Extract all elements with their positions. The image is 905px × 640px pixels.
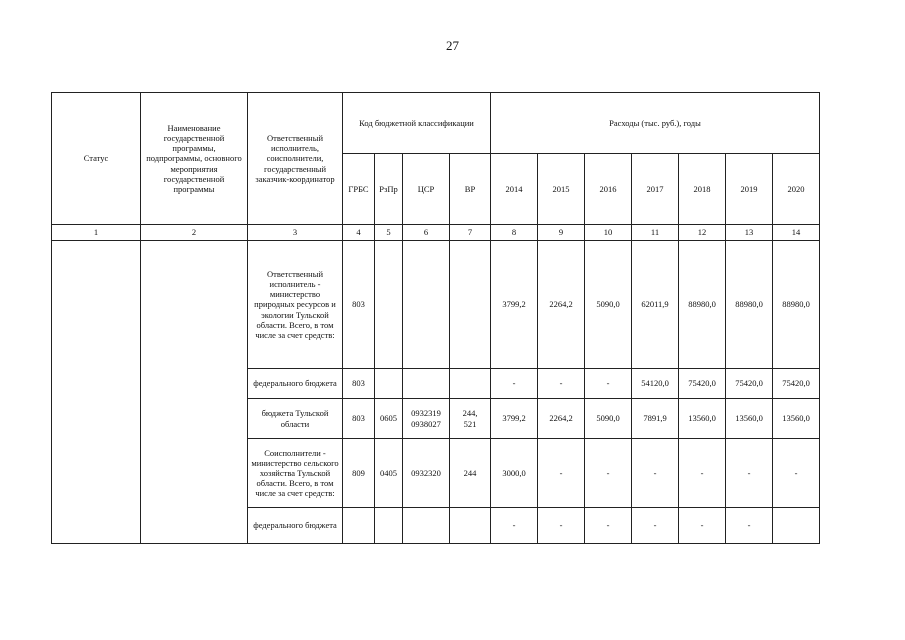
value-cell: - — [726, 439, 773, 508]
column-number: 5 — [375, 225, 403, 241]
csr-cell: 0932319 0938027 — [403, 399, 450, 439]
column-number: 13 — [726, 225, 773, 241]
column-number: 2 — [141, 225, 248, 241]
header-vr: ВР — [450, 154, 491, 225]
column-number: 10 — [585, 225, 632, 241]
csr-cell: 0932320 — [403, 439, 450, 508]
value-cell: 75420,0 — [773, 369, 820, 399]
value-cell: 62011,9 — [632, 241, 679, 369]
status-cell — [52, 241, 141, 544]
responsible-cell: Ответственный исполнитель - министерство природных ресурсов и экологии Тульской области. Всего, в том числе за счет средств: — [248, 241, 343, 369]
value-cell — [773, 508, 820, 544]
value-cell: - — [538, 439, 585, 508]
vr-cell — [450, 369, 491, 399]
table-row — [52, 241, 820, 369]
value-cell: - — [679, 508, 726, 544]
csr-cell — [403, 508, 450, 544]
value-cell: 2264,2 — [538, 399, 585, 439]
value-cell: - — [538, 369, 585, 399]
header-code-group: Код бюджетной классификации — [343, 93, 491, 154]
rzpr-cell — [375, 369, 403, 399]
value-cell: - — [585, 369, 632, 399]
column-number: 1 — [52, 225, 141, 241]
header-program-name: Наименование государственной программы, подпрограммы, основного мероприятия государственной программы — [141, 93, 248, 225]
value-cell: - — [679, 439, 726, 508]
vr-cell — [450, 508, 491, 544]
header-year: 2020 — [773, 154, 820, 225]
header-csr: ЦСР — [403, 154, 450, 225]
column-number: 14 — [773, 225, 820, 241]
header-grbs: ГРБС — [343, 154, 375, 225]
rzpr-cell — [375, 241, 403, 369]
grbs-cell — [343, 508, 375, 544]
header-year: 2019 — [726, 154, 773, 225]
responsible-cell: Соисполнители - министерство сельского хозяйства Тульской области. Всего, в том числе за счет средств: — [248, 439, 343, 508]
header-year: 2016 — [585, 154, 632, 225]
column-number: 11 — [632, 225, 679, 241]
value-cell: - — [632, 439, 679, 508]
column-number-row — [52, 225, 820, 241]
header-year: 2017 — [632, 154, 679, 225]
value-cell: 13560,0 — [773, 399, 820, 439]
value-cell: - — [773, 439, 820, 508]
header-status: Статус — [52, 93, 141, 225]
column-number: 8 — [491, 225, 538, 241]
csr-cell — [403, 369, 450, 399]
grbs-cell: 803 — [343, 399, 375, 439]
program-name-cell — [141, 241, 248, 544]
budget-table — [51, 92, 820, 544]
value-cell: - — [585, 508, 632, 544]
csr-cell — [403, 241, 450, 369]
column-number: 12 — [679, 225, 726, 241]
header-expenses-group: Расходы (тыс. руб.), годы — [491, 93, 820, 154]
value-cell: - — [632, 508, 679, 544]
value-cell: - — [491, 508, 538, 544]
column-number: 6 — [403, 225, 450, 241]
value-cell: 88980,0 — [679, 241, 726, 369]
responsible-cell: федерального бюджета — [248, 508, 343, 544]
grbs-cell: 803 — [343, 241, 375, 369]
column-number: 3 — [248, 225, 343, 241]
column-number: 4 — [343, 225, 375, 241]
column-number: 9 — [538, 225, 585, 241]
rzpr-cell: 0405 — [375, 439, 403, 508]
vr-cell — [450, 241, 491, 369]
responsible-cell: бюджета Тульской области — [248, 399, 343, 439]
header-responsible: Ответственный исполнитель, соисполнители, государственный заказчик-координатор — [248, 93, 343, 225]
value-cell: - — [585, 439, 632, 508]
rzpr-cell — [375, 508, 403, 544]
rzpr-cell: 0605 — [375, 399, 403, 439]
value-cell: 3000,0 — [491, 439, 538, 508]
grbs-cell: 809 — [343, 439, 375, 508]
value-cell: 75420,0 — [679, 369, 726, 399]
page-number: 27 — [446, 38, 459, 53]
header-year: 2018 — [679, 154, 726, 225]
value-cell: 3799,2 — [491, 399, 538, 439]
value-cell: 75420,0 — [726, 369, 773, 399]
value-cell: 88980,0 — [726, 241, 773, 369]
value-cell: 7891,9 — [632, 399, 679, 439]
value-cell: 88980,0 — [773, 241, 820, 369]
value-cell: 5090,0 — [585, 399, 632, 439]
header-row-top — [52, 93, 820, 154]
value-cell: - — [726, 508, 773, 544]
value-cell: - — [491, 369, 538, 399]
value-cell: 2264,2 — [538, 241, 585, 369]
value-cell: 5090,0 — [585, 241, 632, 369]
value-cell: 3799,2 — [491, 241, 538, 369]
grbs-cell: 803 — [343, 369, 375, 399]
vr-cell: 244, 521 — [450, 399, 491, 439]
header-year: 2015 — [538, 154, 585, 225]
value-cell: 13560,0 — [679, 399, 726, 439]
value-cell: 54120,0 — [632, 369, 679, 399]
value-cell: 13560,0 — [726, 399, 773, 439]
value-cell: - — [538, 508, 585, 544]
header-year: 2014 — [491, 154, 538, 225]
column-number: 7 — [450, 225, 491, 241]
responsible-cell: федерального бюджета — [248, 369, 343, 399]
header-rzpr: РзПр — [375, 154, 403, 225]
vr-cell: 244 — [450, 439, 491, 508]
